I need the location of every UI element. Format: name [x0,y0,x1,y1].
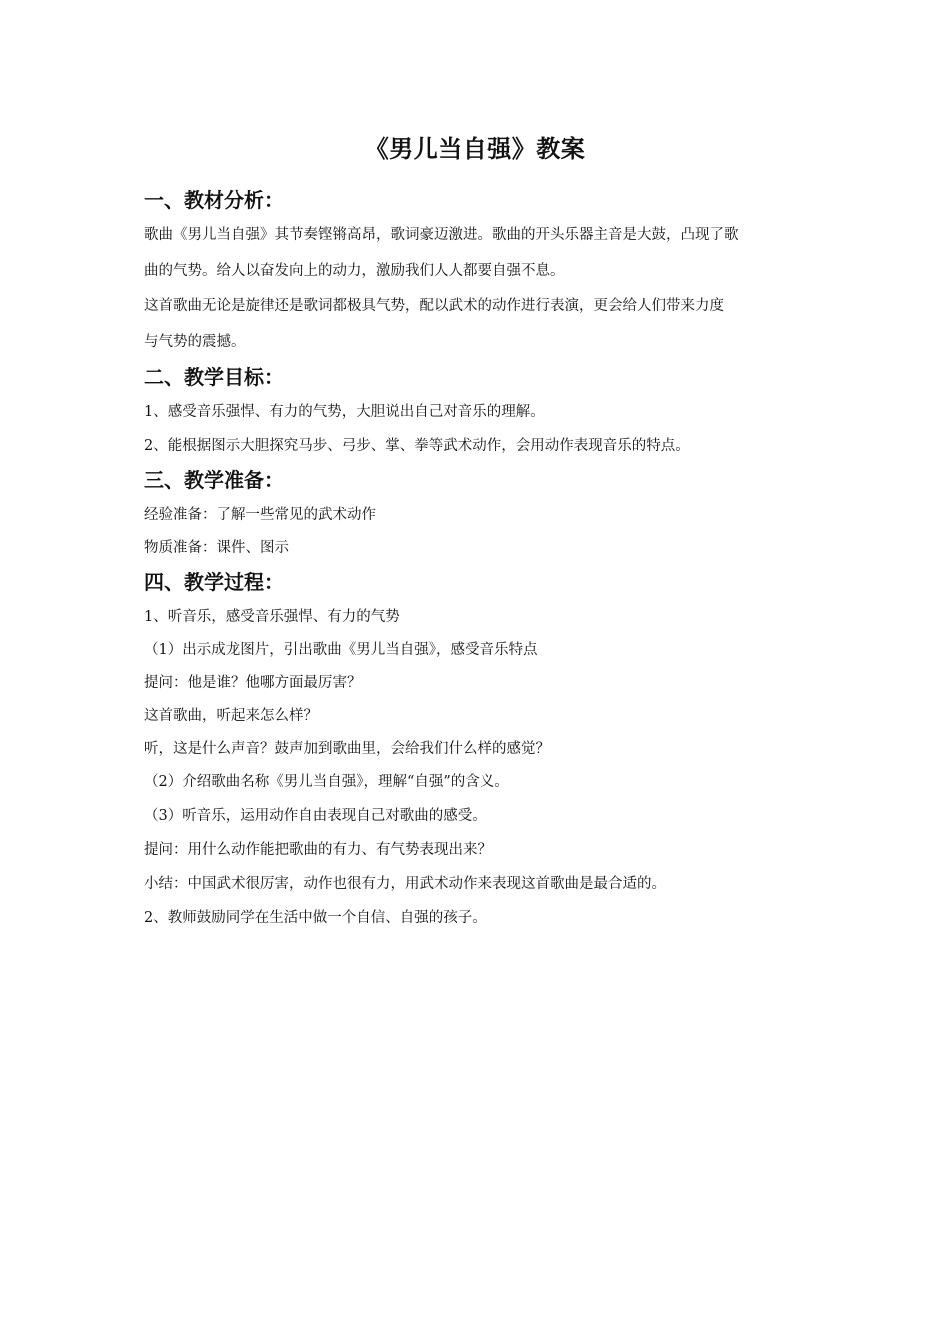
paragraph-line: 与气势的震撼。 [144,334,246,350]
process-line: （3）听音乐，运用动作自由表现自己对歌曲的感受。 [144,808,487,824]
paragraph-line: 曲的气势。给人以奋发向上的动力，激励我们人人都要自强不息。 [144,263,565,279]
preparation-item: 物质准备：课件、图示 [144,540,289,556]
process-line: （1）出示成龙图片，引出歌曲《男儿当自强》，感受音乐特点 [144,642,538,658]
goal-item: 1、感受音乐强悍、有力的气势，大胆说出自己对音乐的理解。 [144,404,545,420]
paragraph-line: 这首歌曲无论是旋律还是歌词都极具气势，配以武术的动作进行表演，更会给人们带来力度 [144,298,724,314]
section-heading-teaching-process: 四、教学过程： [144,570,284,594]
process-line: 这首歌曲，听起来怎么样？ [144,708,318,724]
process-line: 提问：他是谁？他哪方面最厉害？ [144,675,362,691]
preparation-item: 经验准备：了解一些常见的武术动作 [144,507,376,523]
process-line: 2、教师鼓励同学在生活中做一个自信、自强的孩子。 [144,910,487,926]
section-heading-teaching-goals: 二、教学目标： [144,365,284,389]
process-line: 听，这是什么声音？鼓声加到歌曲里，会给我们什么样的感觉？ [144,741,550,757]
document-title: 《男儿当自强》教案 [364,135,586,163]
process-line: 小结：中国武术很厉害，动作也很有力，用武术动作来表现这首歌曲是最合适的。 [144,876,666,892]
process-line: （2）介绍歌曲名称《男儿当自强》，理解“自强”的含义。 [144,774,509,790]
section-heading-teaching-preparation: 三、教学准备： [144,468,284,492]
process-line: 1、听音乐，感受音乐强悍、有力的气势 [144,609,400,625]
goal-item: 2、能根据图示大胆探究马步、弓步、掌、拳等武术动作，会用动作表现音乐的特点。 [144,438,690,454]
process-line: 提问：用什么动作能把歌曲的有力、有气势表现出来？ [144,842,492,858]
section-heading-materials-analysis: 一、教材分析： [144,188,284,212]
paragraph-line: 歌曲《男儿当自强》其节奏铿锵高昂，歌词豪迈激进。歌曲的开头乐器主音是大鼓，凸现了歌 [144,227,739,243]
